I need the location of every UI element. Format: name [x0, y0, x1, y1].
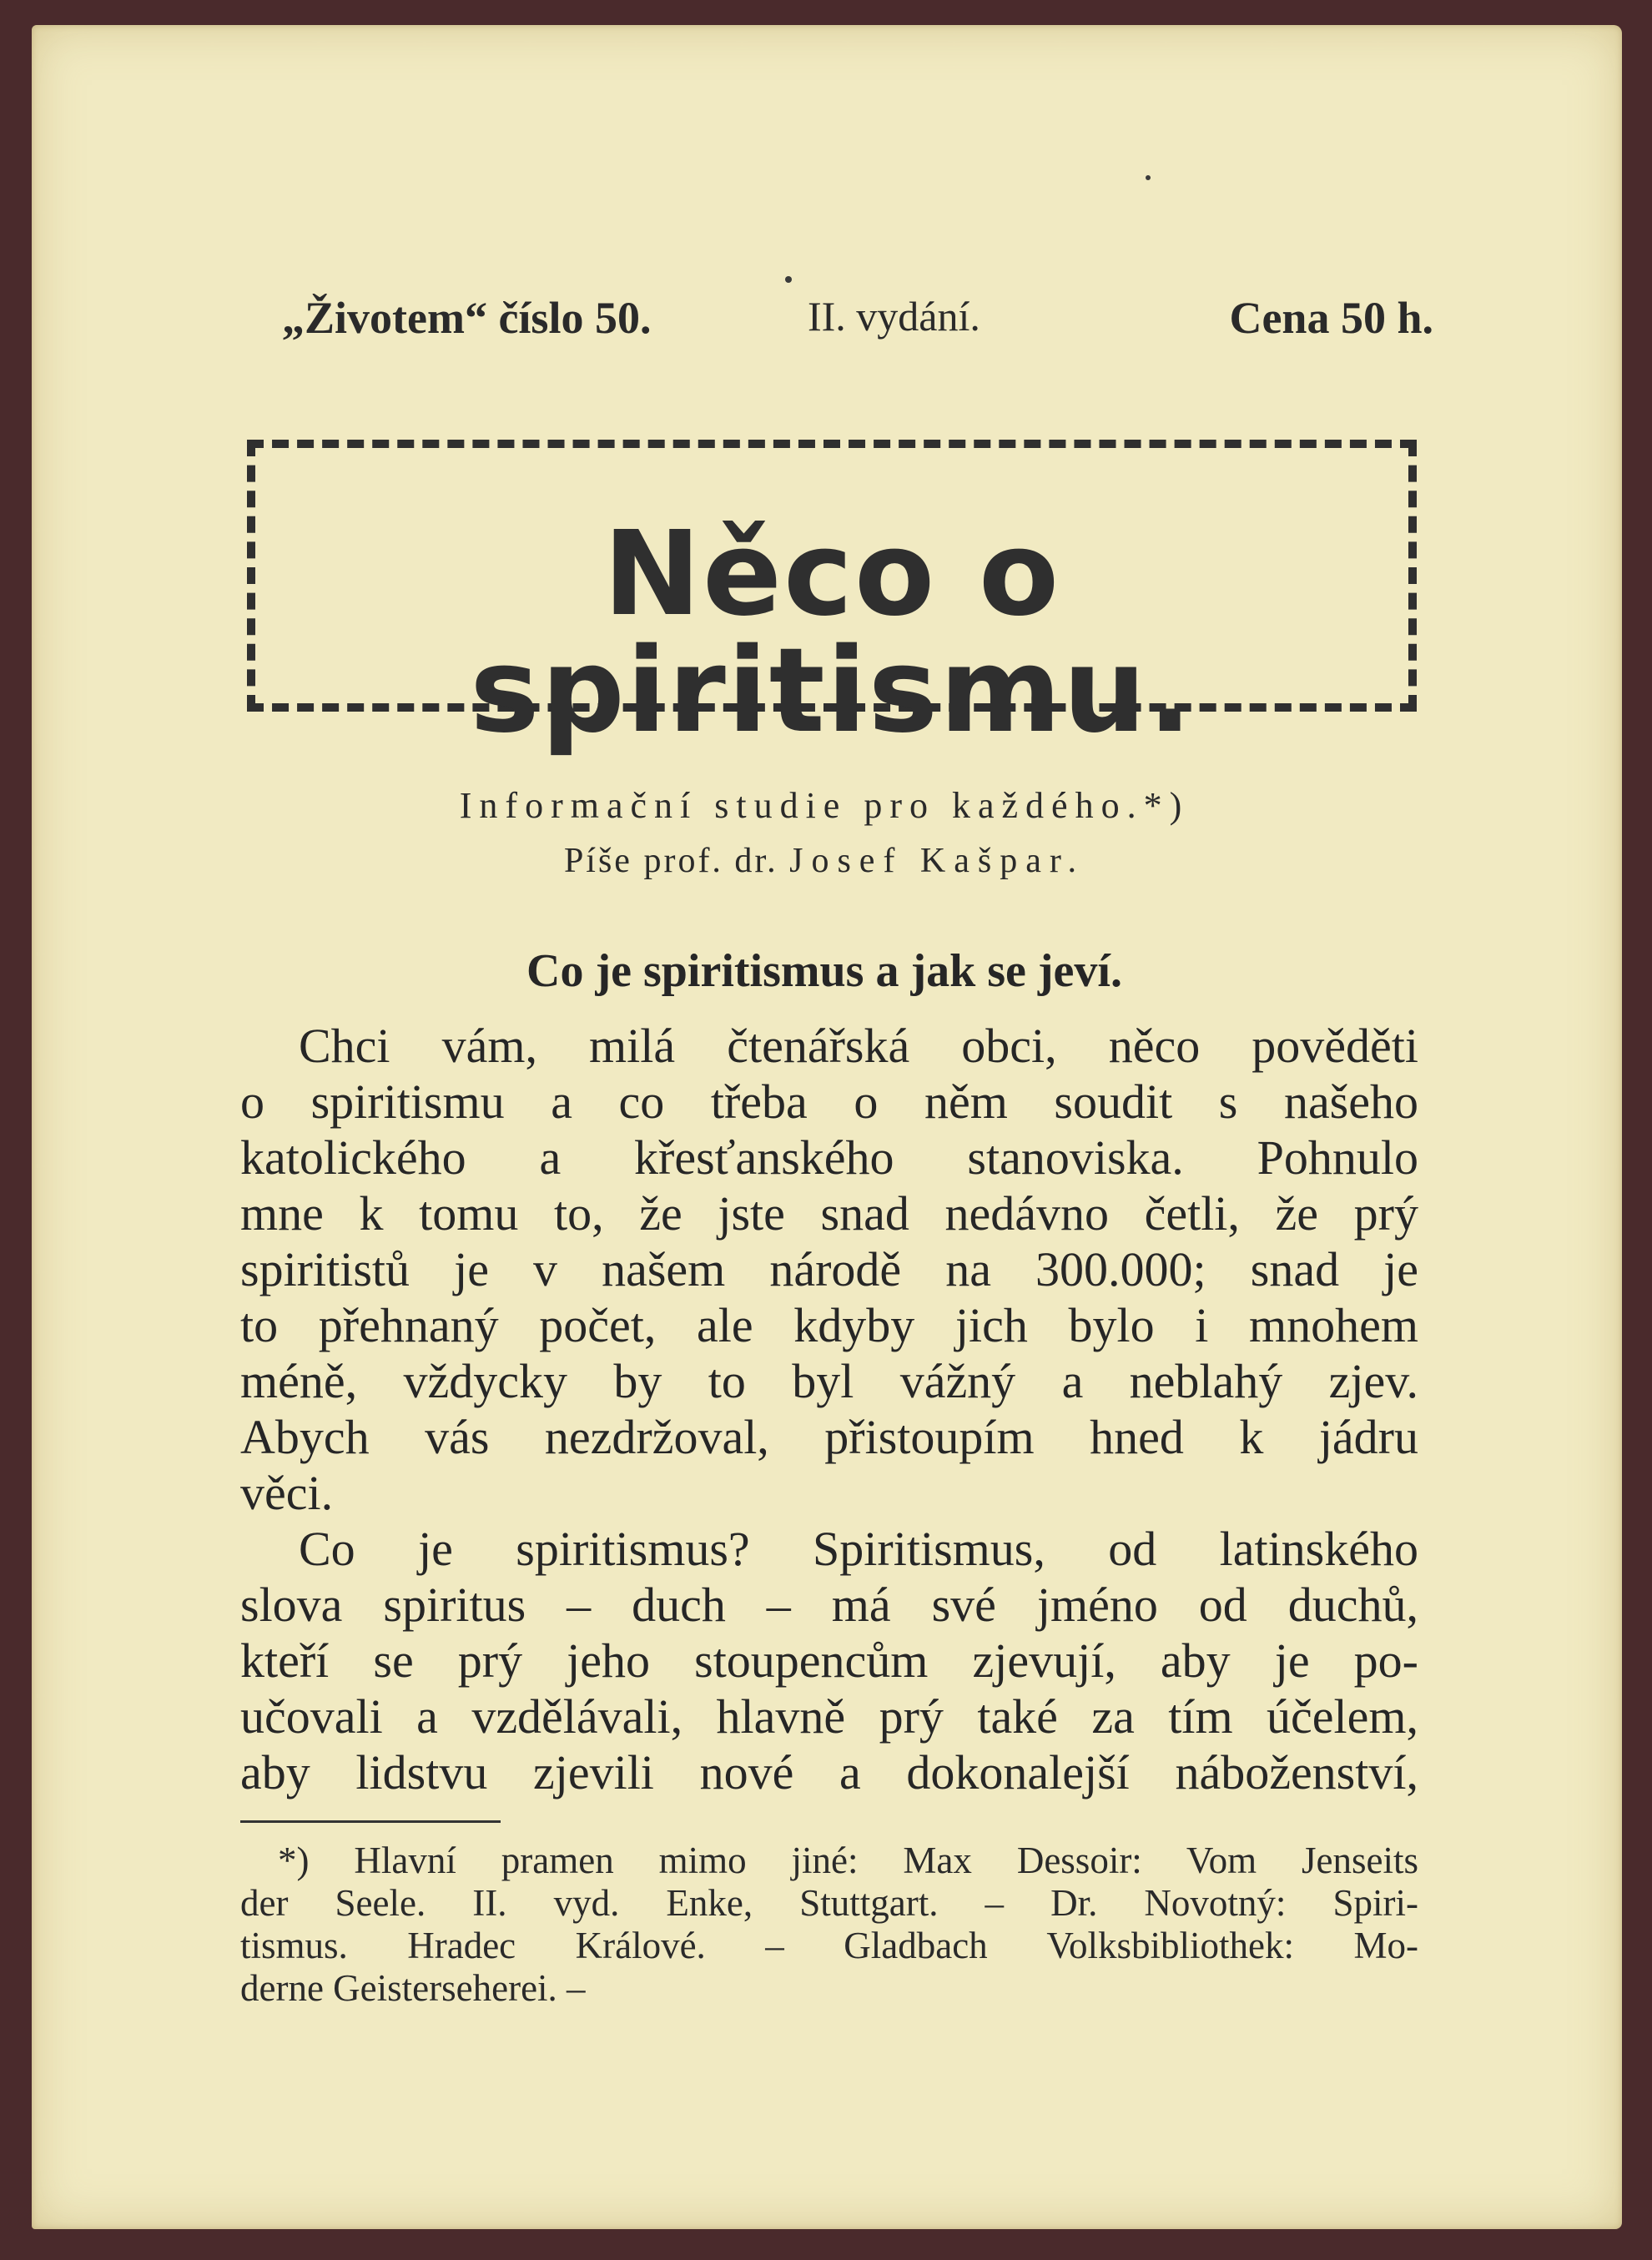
- page-title: Něco o spiritismu.: [470, 506, 1194, 759]
- text-line: Co je spiritismus? Spiritismus, od latinského: [299, 1522, 1418, 1576]
- text-line: méně, vždycky by to byl vážný a neblahý zjev.: [240, 1354, 1418, 1408]
- section-heading: Co je spiritismus a jak se jeví.: [526, 945, 1122, 997]
- text-line: to přehnaný počet, ale kdyby jich bylo i mnohem: [240, 1298, 1418, 1352]
- text-line: mne k tomu to, že jste snad nedávno četli, že prý: [240, 1186, 1418, 1241]
- author-name: Josef Kašpar.: [789, 842, 1085, 880]
- footnote-rule: [240, 1820, 501, 1823]
- text-line: Chci vám, milá čtenářská obci, něco pověděti: [299, 1019, 1418, 1073]
- text-line: aby lidstvu zjevili nové a dokonalejší náboženství,: [240, 1745, 1418, 1799]
- subtitle: Informační studie pro každého.*): [459, 785, 1190, 826]
- series-number: „Životem“ číslo 50.: [282, 293, 652, 343]
- paragraph-1: [240, 1018, 1418, 1521]
- title-frame: [247, 440, 1417, 759]
- text-line: spiritistů je v našem národě na 300.000; snad je: [240, 1242, 1418, 1296]
- body-text: [240, 1018, 1418, 1800]
- price: Cena 50 h.: [1229, 293, 1433, 343]
- header-line: [282, 292, 1433, 350]
- text-line: Abych vás nezdržoval, přistoupím hned k jádru: [240, 1410, 1418, 1464]
- paragraph-2: [240, 1521, 1418, 1800]
- speck: [785, 276, 792, 283]
- document-page: [32, 25, 1622, 2229]
- author-line: [199, 841, 1450, 881]
- text-line: kteří se prý jeho stoupencům zjevují, aby je po-: [240, 1633, 1418, 1688]
- footnote-line: *) Hlavní pramen mimo jiné: Max Dessoir: Vom Jenseits: [278, 1840, 1418, 1881]
- author-prefix: Píše prof. dr.: [563, 842, 778, 880]
- speck: [1146, 175, 1151, 180]
- text-line: učovali a vzdělávali, hlavně prý také za tím účelem,: [240, 1689, 1418, 1744]
- footnote-line: tismus. Hradec Králové. – Gladbach Volksbibliothek: Mo-: [240, 1925, 1418, 1966]
- text-line: věci.: [240, 1466, 334, 1520]
- footnote-line: derne Geisterseherei. –: [240, 1967, 586, 2009]
- footnote-line: der Seele. II. vyd. Enke, Stuttgart. – Dr. Novotný: Spiri-: [240, 1882, 1418, 1924]
- edition: II. vydání.: [808, 293, 980, 340]
- text-line: slova spiritus – duch – má své jméno od duchů,: [240, 1578, 1418, 1632]
- footnote: [240, 1840, 1418, 2010]
- text-line: katolického a křesťanského stanoviska. Pohnulo: [240, 1130, 1418, 1185]
- text-line: o spiritismu a co třeba o něm soudit s našeho: [240, 1075, 1418, 1129]
